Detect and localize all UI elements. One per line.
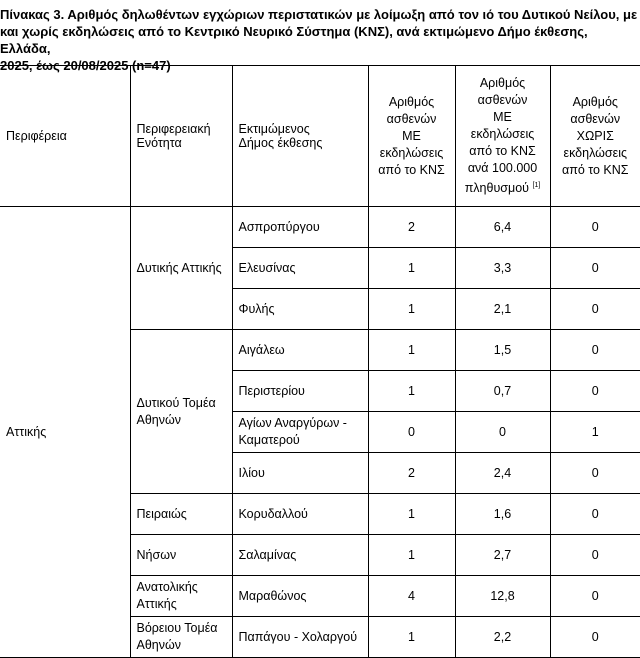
- rate-cell: 2,1: [455, 289, 550, 330]
- regional-unit-line: Νήσων: [136, 547, 177, 562]
- header-without-cns-line: Αριθμός: [572, 94, 618, 109]
- with-cns-cell: 1: [368, 289, 455, 330]
- rate-cell: 3,3: [455, 248, 550, 289]
- without-cns-cell: 0: [550, 289, 640, 330]
- header-region: Περιφέρεια: [0, 66, 130, 207]
- table-row: [0, 207, 640, 248]
- caption-line: και χωρίς εκδηλώσεις από το Κεντρικό Νευρικό Σύστημα (ΚΝΣ), ανά εκτιμώμενο Δήμο έκθεσης, Ελλάδα,: [0, 24, 588, 56]
- municipality-line: Περιστερίου: [238, 383, 305, 398]
- header-rate-line: ανά 100.000: [467, 160, 538, 175]
- without-cns-cell: 0: [550, 207, 640, 248]
- municipality-line: Μαραθώνος: [238, 588, 307, 603]
- table-caption: [0, 6, 638, 74]
- rate-cell: 1,6: [455, 494, 550, 535]
- without-cns-cell: 0: [550, 617, 640, 658]
- header-municipality-line: Δήμος έκθεσης: [238, 136, 323, 150]
- municipality-line: Φυλής: [238, 301, 275, 316]
- with-cns-cell: 1: [368, 535, 455, 576]
- without-cns-cell: 0: [550, 453, 640, 494]
- municipality-line: Ελευσίνας: [238, 260, 296, 275]
- with-cns-cell: 1: [368, 494, 455, 535]
- without-cns-cell: 0: [550, 494, 640, 535]
- municipality-line: Παπάγου - Χολαργού: [238, 629, 358, 644]
- regional-unit-line: Δυτικής Αττικής: [136, 260, 222, 275]
- header-row: [0, 66, 640, 207]
- without-cns-cell: 0: [550, 535, 640, 576]
- cases-table: [0, 65, 640, 658]
- header-rate-line: ΜΕ: [493, 109, 512, 124]
- regional-unit-line: Δυτικού Τομέα: [136, 395, 216, 410]
- municipality-cell: [232, 207, 368, 248]
- without-cns-cell: 0: [550, 576, 640, 617]
- municipality-cell: [232, 535, 368, 576]
- with-cns-cell: 2: [368, 207, 455, 248]
- header-with-cns: [368, 66, 455, 207]
- with-cns-cell: 1: [368, 248, 455, 289]
- header-without-cns-line: από το ΚΝΣ: [561, 162, 629, 177]
- municipality-line: Ασπροπύργου: [238, 219, 320, 234]
- municipality-line: Σαλαμίνας: [238, 547, 297, 562]
- municipality-cell: [232, 248, 368, 289]
- header-municipality: [232, 66, 368, 207]
- header-without-cns-line: ΧΩΡΙΣ: [576, 128, 614, 143]
- header-unit-line: Ενότητα: [136, 136, 182, 150]
- regional-unit-cell: [130, 207, 232, 330]
- municipality-cell: [232, 289, 368, 330]
- municipality-line: Καματερού: [238, 433, 300, 447]
- regional-unit-line: Ανατολικής: [136, 580, 198, 594]
- municipality-cell: [232, 371, 368, 412]
- header-with-cns-line: ΜΕ: [402, 128, 421, 143]
- header-with-cns-line: ασθενών: [386, 111, 437, 126]
- municipality-line: Αιγάλεω: [238, 342, 285, 357]
- header-without-cns-line: εκδηλώσεις: [563, 145, 627, 160]
- rate-cell: 0: [455, 412, 550, 453]
- header-without-cns-line: ασθενών: [570, 111, 621, 126]
- with-cns-cell: 0: [368, 412, 455, 453]
- municipality-cell: [232, 453, 368, 494]
- header-rate-line: Αριθμός: [479, 75, 526, 90]
- regional-unit-line: Βόρειου Τομέα: [136, 621, 218, 635]
- rate-cell: 12,8: [455, 576, 550, 617]
- regional-unit-line: Αθηνών: [136, 412, 182, 427]
- footnote-marker: [1]: [532, 181, 541, 189]
- regional-unit-cell: [130, 330, 232, 494]
- regional-unit-cell: [130, 576, 232, 617]
- with-cns-cell: 1: [368, 617, 455, 658]
- without-cns-cell: 0: [550, 330, 640, 371]
- with-cns-cell: 4: [368, 576, 455, 617]
- without-cns-cell: 0: [550, 248, 640, 289]
- rate-cell: 1,5: [455, 330, 550, 371]
- rate-cell: 0,7: [455, 371, 550, 412]
- regional-unit-line: Πειραιώς: [136, 506, 187, 521]
- header-rate-last-line: [462, 177, 544, 197]
- rate-cell: 2,7: [455, 535, 550, 576]
- regional-unit-cell: [130, 494, 232, 535]
- regional-unit-cell: [130, 535, 232, 576]
- caption-line: 2025, έως 20/08/2025 (n=47): [0, 58, 171, 73]
- without-cns-cell: 0: [550, 371, 640, 412]
- municipality-cell: [232, 576, 368, 617]
- with-cns-cell: 1: [368, 371, 455, 412]
- header-with-cns-line: Αριθμός: [388, 94, 435, 109]
- regional-unit-cell: [130, 617, 232, 658]
- with-cns-cell: 2: [368, 453, 455, 494]
- header-rate-line: από το ΚΝΣ: [469, 143, 536, 158]
- header-unit-line: Περιφερειακή: [136, 122, 211, 136]
- municipality-line: Αγίων Αναργύρων -: [238, 416, 347, 430]
- header-rate-line: εκδηλώσεις: [470, 126, 535, 141]
- rate-cell: 2,4: [455, 453, 550, 494]
- regional-unit-line: Αθηνών: [136, 638, 182, 652]
- municipality-cell: [232, 330, 368, 371]
- caption-line: Πίνακας 3. Αριθμός δηλωθέντων εγχώριων περιστατικών με λοίμωξη από τον ιό του Δυτικού Νείλου, με: [0, 7, 638, 22]
- with-cns-cell: 1: [368, 330, 455, 371]
- rate-cell: 6,4: [455, 207, 550, 248]
- header-unit: [130, 66, 232, 207]
- rate-cell: 2,2: [455, 617, 550, 658]
- header-municipality-line: Εκτιμώμενος: [238, 122, 310, 136]
- table-body: [0, 207, 640, 658]
- header-rate: [455, 66, 550, 207]
- municipality-cell: [232, 412, 368, 453]
- municipality-cell: [232, 617, 368, 658]
- region-cell: Αττικής: [0, 207, 130, 658]
- header-rate-line: πληθυσμού: [464, 181, 530, 196]
- municipality-line: Κορυδαλλού: [238, 506, 308, 521]
- regional-unit-line: Αττικής: [136, 597, 177, 611]
- without-cns-cell: 1: [550, 412, 640, 453]
- municipality-line: Ιλίου: [238, 465, 265, 480]
- header-without-cns: [550, 66, 640, 207]
- header-with-cns-line: εκδηλώσεις: [379, 145, 444, 160]
- municipality-cell: [232, 494, 368, 535]
- header-with-cns-line: από το ΚΝΣ: [378, 162, 445, 177]
- header-rate-line: ασθενών: [477, 92, 528, 107]
